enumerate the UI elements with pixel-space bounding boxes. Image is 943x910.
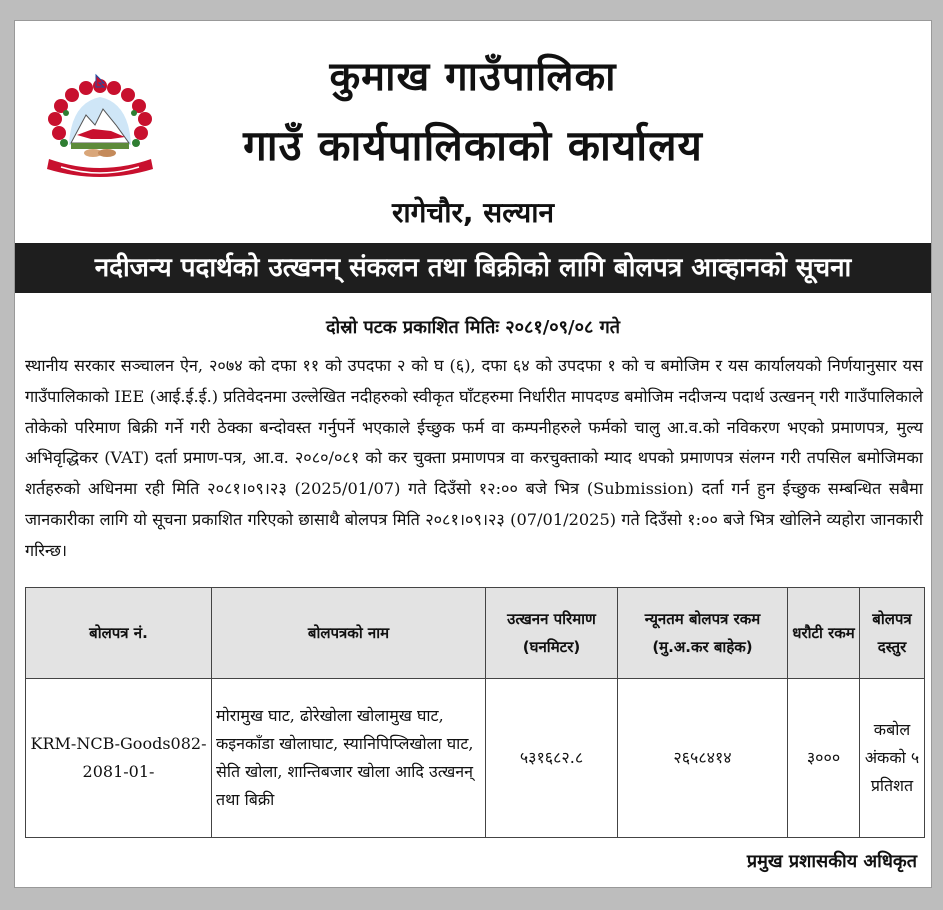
signatory-title: प्रमुख प्रशासकीय अधिकृत — [746, 851, 917, 872]
cell-extraction-qty: ५३१६८२.८ — [486, 679, 618, 838]
header-deposit: धरौटी रकम — [788, 588, 860, 679]
bid-table — [25, 587, 925, 838]
office-location: रागेचौर, सल्यान — [391, 196, 555, 229]
cell-fee: कबोल अंकको ५ प्रतिशत — [860, 679, 925, 838]
publication-date: दोस्रो पटक प्रकाशित मितिः २०८१/०९/०८ गते — [326, 317, 620, 338]
header-extraction-qty: उत्खनन परिमाण (घनमिटर) — [486, 588, 618, 679]
notice-page — [14, 20, 932, 888]
header-bid-no: बोलपत्र नं. — [26, 588, 212, 679]
cell-bid-no: KRM-NCB-Goods082-2081-01- — [26, 679, 212, 838]
notice-paragraph: स्थानीय सरकार सञ्चालन ऐन, २०७४ को दफा ११ को उपदफा २ को घ (६), दफा ६४ को उपदफा १ को च बमोजिम र यस कार्यालयको निर्णयानुसार यस गाउँपालिकाको IEE (आई.ई.ई.) प्रतिवेदनमा उल्लेखित नदीहरुको स्वीकृत घाँटहरुमा निर्धारीत मापदण्ड बमोजिम नदीजन्य पदार्थ उत्खनन् गरी गाउँपालिकाले तोकेको परिमाण बिक्री गर्ने गरी ठेक्का बन्दोवस्त गर्नुपर्ने भएकाले ईच्छुक फर्म वा कम्पनीहरुले फर्मको चालु आ.व.को नविकरण भएको प्रमाणपत्र, मुल्य अभिवृद्धिकर (VAT) दर्ता प्रमाण-पत्र, आ.व. २०८०/०८१ को कर चुक्ता प्रमाणपत्र वा करचुक्ताको म्याद थपको प्रमाणपत्र संलग्न गरी तपसिल बमोजिमका शर्तहरुको अधिनमा रही मिति २०८१।०९।२३ (2025/01/07) गते दिउँसो १२:०० बजे भित्र (Submission) दर्ता गर्न हुन ईच्छुक सम्बन्धित सबैमा जानकारीका लागि यो सूचना प्रकाशित गरिएको छासाथै बोलपत्र मिति २०८१।०९।२३ (07/01/2025) गते दिउँसो १:०० बजे भित्र खोलिने व्यहोरा जानकारी गरिन्छ। — [25, 356, 923, 560]
notice-title-banner: नदीजन्य पदार्थको उत्खनन् संकलन तथा बिक्रीको लागि बोलपत्र आव्हानको सूचना — [15, 243, 931, 293]
office-name: गाउँ कार्यपालिकाको कार्यालय — [243, 121, 703, 170]
municipality-name: कुमाख गाउँपालिका — [329, 54, 617, 100]
cell-deposit: ३००० — [788, 679, 860, 838]
cell-bid-name: मोरामुख घाट, ढोरेखोला खोलामुख घाट, कइनकाँडा खोलाघाट, स्यानिपिप्लिखोला घाट, सेति खोला, शान्तिबजार खोला आदि उत्खनन् तथा बिक्री — [212, 679, 486, 838]
table-row — [26, 679, 925, 838]
header-fee: बोलपत्र दस्तुर — [860, 588, 925, 679]
cell-min-amount: २६५८४१४ — [618, 679, 788, 838]
header-min-amount: न्यूनतम बोलपत्र रकम (मु.अ.कर बाहेक) — [618, 588, 788, 679]
table-header-row — [26, 588, 925, 679]
header-bid-name: बोलपत्रको नाम — [212, 588, 486, 679]
